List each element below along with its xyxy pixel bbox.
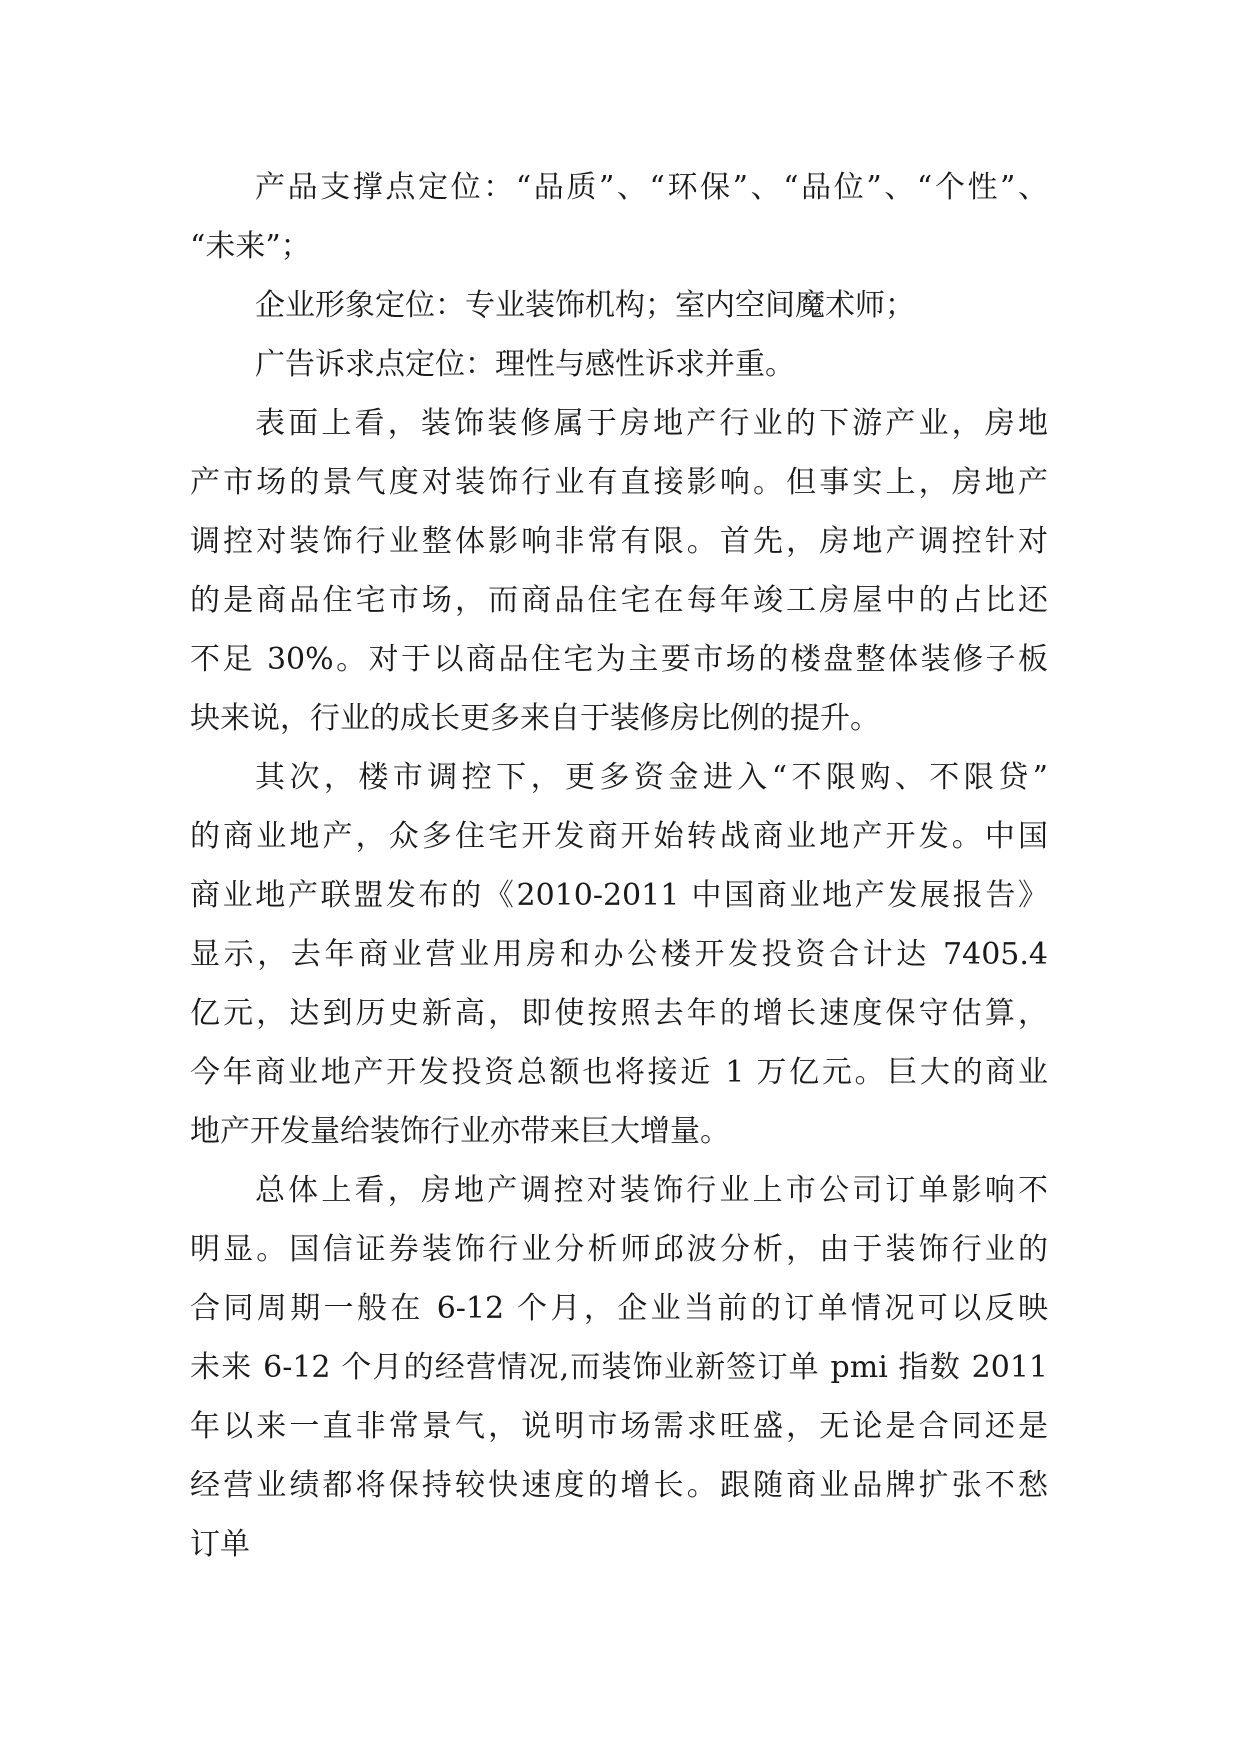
text-line: 商业地产联盟发布的《2010-2011 中国商业地产发展报告》 [190, 878, 1048, 913]
text-line: 亿元，达到历史新高，即使按照去年的增长速度保守估算， [190, 996, 1048, 1031]
text-line: 广告诉求点定位：理性与感性诉求并重。 [255, 347, 795, 382]
text-line: 企业形象定位：专业装饰机构；室内空间魔术师； [255, 288, 915, 323]
text-line: 表面上看，装饰装修属于房地产行业的下游产业，房地 [255, 406, 1048, 441]
text-line: 其次，楼市调控下，更多资金进入“不限购、不限贷” [255, 760, 1048, 795]
text-line: 块来说，行业的成长更多来自于装修房比例的提升。 [190, 701, 880, 736]
text-line: 订单 [190, 1527, 250, 1562]
text-line: “未来”； [190, 229, 311, 264]
text-line: 调控对装饰行业整体影响非常有限。首先，房地产调控针对 [190, 524, 1048, 559]
text-line: 不足 30%。对于以商品住宅为主要市场的楼盘整体装修子板 [190, 642, 1048, 677]
text-line: 今年商业地产开发投资总额也将接近 1 万亿元。巨大的商业 [190, 1055, 1048, 1090]
text-line: 产品支撑点定位：“品质”、“环保”、“品位”、“个性”、 [255, 170, 1048, 205]
text-line: 的商业地产，众多住宅开发商开始转战商业地产开发。中国 [190, 819, 1048, 854]
text-line: 明显。国信证券装饰行业分析师邱波分析，由于装饰行业的 [190, 1232, 1048, 1267]
text-line: 未来 6-12 个月的经营情况,而装饰业新签订单 pmi 指数 2011 [190, 1350, 1048, 1385]
text-line: 显示，去年商业营业用房和办公楼开发投资合计达 7405.4 [190, 937, 1048, 972]
text-line: 经营业绩都将保持较快速度的增长。跟随商业品牌扩张不愁 [190, 1468, 1048, 1503]
text-line: 年以来一直非常景气，说明市场需求旺盛，无论是合同还是 [190, 1409, 1048, 1444]
text-line: 合同周期一般在 6-12 个月，企业当前的订单情况可以反映 [190, 1291, 1048, 1326]
text-line: 的是商品住宅市场，而商品住宅在每年竣工房屋中的占比还 [190, 583, 1048, 618]
text-line: 地产开发量给装饰行业亦带来巨大增量。 [190, 1114, 730, 1149]
text-line: 总体上看，房地产调控对装饰行业上市公司订单影响不 [255, 1173, 1048, 1208]
text-line: 产市场的景气度对装饰行业有直接影响。但事实上，房地产 [190, 465, 1048, 500]
body-text [190, 158, 1048, 1574]
